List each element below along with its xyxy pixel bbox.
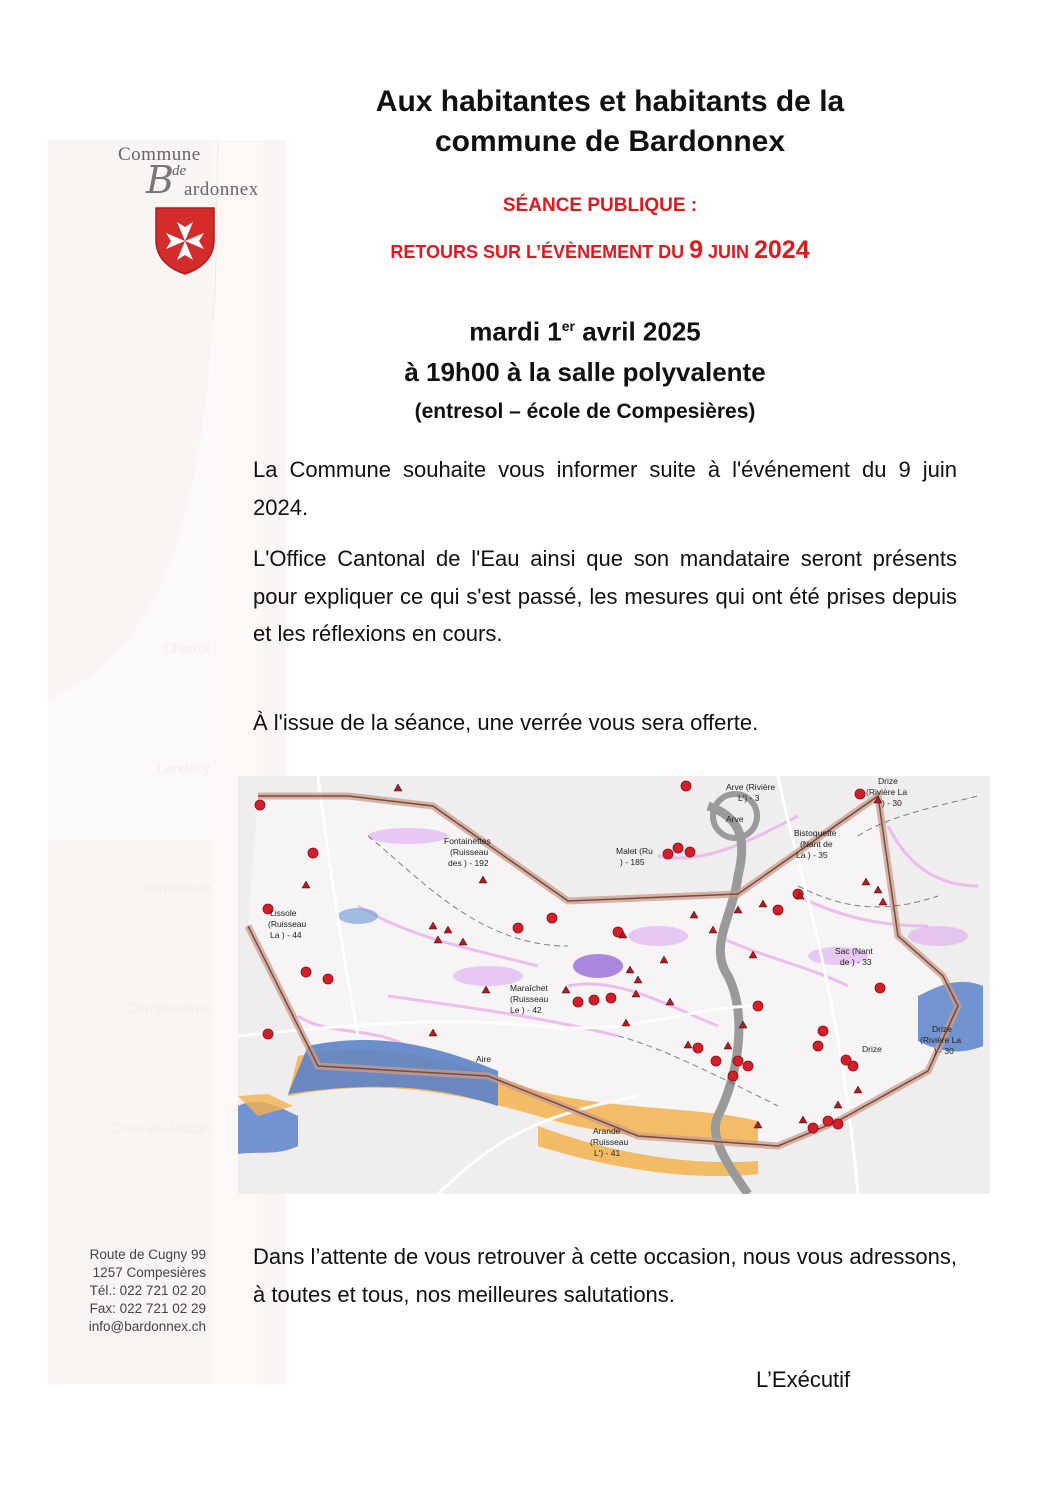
map-label: (Ruisseau bbox=[590, 1137, 629, 1147]
event-time-place: à 19h00 à la salle polyvalente bbox=[404, 356, 766, 387]
map-label: Lissole bbox=[270, 908, 297, 918]
map-label: Maraîchet bbox=[510, 983, 548, 993]
address-email: info@bardonnex.ch bbox=[88, 1319, 206, 1334]
subheading-month: JUIN bbox=[702, 242, 754, 262]
village-label: Compesières bbox=[127, 1000, 210, 1016]
event-date bbox=[290, 306, 880, 352]
map-label: Aire bbox=[476, 1054, 492, 1064]
map-label: Drize bbox=[862, 1044, 882, 1054]
subheading-year: 2024 bbox=[754, 236, 810, 264]
map-label: (Rivière La bbox=[866, 787, 908, 797]
address-street: Route de Cugny 99 bbox=[89, 1247, 206, 1262]
title-line-1: Aux habitantes et habitants de la bbox=[375, 85, 845, 118]
map-label: (Ruisseau bbox=[450, 847, 489, 857]
village-label: Charrot bbox=[163, 640, 210, 656]
map-label: Sac (Nant bbox=[835, 946, 873, 956]
address-phone: Tél.: 022 721 02 20 bbox=[89, 1283, 206, 1298]
map-label: Malet (Ru bbox=[616, 846, 653, 856]
session-heading: SÉANCE PUBLIQUE : bbox=[502, 195, 698, 216]
commune-logo bbox=[112, 142, 287, 282]
session-subheading bbox=[290, 236, 910, 265]
map-label: Arande bbox=[593, 1126, 621, 1136]
date-day: mardi 1 bbox=[469, 316, 562, 347]
event-date-block bbox=[290, 306, 880, 432]
flood-map bbox=[238, 776, 990, 1194]
village-label: Croix-de-Rozon bbox=[111, 1120, 210, 1136]
map-label: ) - 30 bbox=[934, 1046, 954, 1056]
paragraph-office: L'Office Cantonal de l'Eau ainsi que son mandataire seront présents pour expliquer ce qui s'est passé, les mesures qui ont été prises depuis et les réflexions en cours. bbox=[253, 546, 957, 646]
map-label: (Ruisseau bbox=[510, 994, 549, 1004]
date-ordinal: er bbox=[561, 318, 575, 334]
subheading-day: 9 bbox=[689, 236, 703, 264]
map-label: L') - 41 bbox=[594, 1148, 621, 1158]
map-label: (Nant de bbox=[800, 839, 833, 849]
village-label: Landecy bbox=[157, 760, 210, 776]
logo-text-de: de bbox=[172, 163, 187, 179]
logo-text-commune: Commune bbox=[118, 144, 201, 165]
map-label: ) - 185 bbox=[620, 857, 645, 867]
address-city: 1257 Compesières bbox=[92, 1265, 206, 1280]
map-label: Fontainettes bbox=[444, 836, 491, 846]
map-label: Bistoquette bbox=[794, 828, 837, 838]
title-line-2: commune de Bardonnex bbox=[434, 125, 786, 158]
maltese-cross-shield-icon bbox=[154, 206, 216, 276]
map-label: Drize bbox=[932, 1024, 952, 1034]
paragraph-intro: La Commune souhaite vous informer suite à l'événement du 9 juin 2024. bbox=[253, 457, 957, 520]
subheading-text: RETOURS SUR L’ÉVÈNEMENT DU bbox=[390, 242, 690, 262]
map-label: (Rivière La bbox=[920, 1035, 962, 1045]
map-label: La ) - 44 bbox=[270, 930, 302, 940]
logo-text-ardonnex: ardonnex bbox=[184, 179, 259, 200]
logo-initial: B bbox=[146, 158, 174, 202]
signature: L’Exécutif bbox=[756, 1367, 851, 1392]
map-label: (Ruisseau bbox=[268, 919, 307, 929]
map-label: de ) - 33 bbox=[840, 957, 872, 967]
date-month-year: avril 2025 bbox=[574, 316, 701, 347]
commune-address bbox=[60, 1246, 206, 1336]
event-location-detail: (entresol – école de Compesières) bbox=[414, 399, 756, 423]
map-label: Drize bbox=[878, 776, 898, 786]
map-label: Arve bbox=[726, 814, 744, 824]
map-label: ) - 30 bbox=[882, 798, 902, 808]
map-label: La ) - 35 bbox=[796, 850, 828, 860]
paragraph-closing: Dans l’attente de vous retrouver à cette occasion, nous vous adressons, à toutes et tous, nos meilleures salutations. bbox=[253, 1244, 957, 1307]
village-label: Bardonnex bbox=[142, 880, 210, 896]
map-label: Le ) - 42 bbox=[510, 1005, 542, 1015]
address-fax: Fax: 022 721 02 29 bbox=[89, 1301, 206, 1316]
page-title bbox=[300, 82, 920, 162]
paragraph-verree: À l'issue de la séance, une verrée vous sera offerte. bbox=[253, 710, 759, 735]
map-label: L') - 3 bbox=[738, 793, 760, 803]
map-label: des ) - 192 bbox=[448, 858, 489, 868]
map-label: Arve (Rivière bbox=[726, 782, 776, 792]
